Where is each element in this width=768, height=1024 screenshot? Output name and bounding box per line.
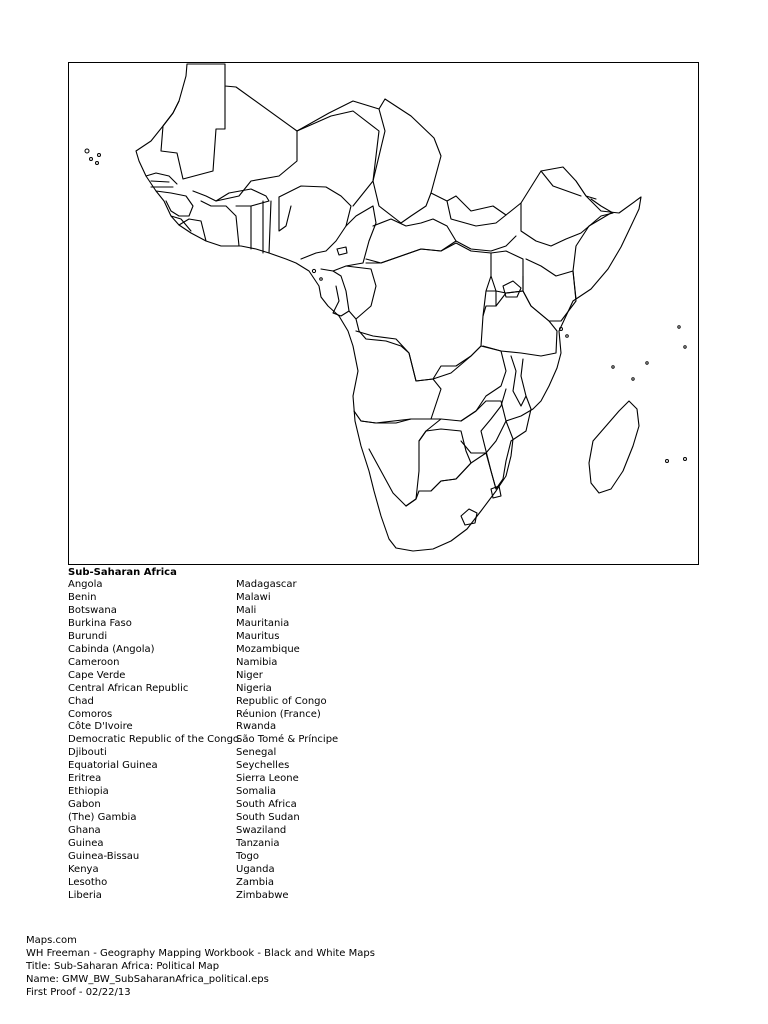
footer-credits — [26, 934, 375, 999]
reunion-island — [666, 460, 669, 463]
country-label: Seychelles — [236, 760, 290, 772]
border-ghana-togo-benin — [251, 197, 291, 253]
mauritius-island — [684, 458, 687, 461]
country-label: Malawi — [236, 591, 271, 603]
comoros-island — [566, 335, 569, 338]
country-label: Togo — [236, 851, 259, 863]
country-label: Angola — [68, 579, 103, 590]
border-sierra-leone-liberia — [171, 216, 206, 241]
border-botswana — [419, 429, 471, 491]
border-mauritania — [161, 86, 225, 179]
country-label: Rwanda — [236, 721, 277, 733]
border-ethiopia — [521, 199, 613, 246]
country-label: Eritrea — [68, 773, 102, 785]
country-label: Zambia — [236, 876, 274, 888]
country-label: Guinea-Bissau — [68, 851, 140, 863]
country-label: Gabon — [68, 799, 101, 811]
cape-verde-island — [85, 149, 89, 153]
border-tanzania — [483, 291, 557, 356]
border-namibia — [361, 419, 441, 506]
country-label: Niger — [236, 669, 263, 681]
footer-line: Title: Sub-Saharan Africa: Political Map — [26, 961, 220, 973]
cape-verde-island — [96, 162, 99, 165]
legend-column-right — [236, 579, 338, 903]
cape-verde-island — [90, 158, 93, 161]
country-label: Mauritania — [236, 617, 290, 629]
seychelles-island — [646, 362, 648, 364]
country-label: Côte D'Ivoire — [68, 721, 133, 733]
country-label: Cameroon — [68, 656, 120, 668]
country-label: Equatorial Guinea — [68, 760, 158, 772]
country-label: Democratic Republic of the Congo — [68, 734, 240, 746]
footer-line: Maps.com — [26, 935, 77, 946]
country-label: Kenya — [68, 863, 99, 875]
border-niger-chad — [297, 111, 379, 206]
lake-chad — [337, 247, 347, 255]
border-cote-divoire — [201, 201, 239, 246]
border-drc — [356, 243, 491, 381]
sao-tome-island — [320, 278, 323, 281]
country-label: Mauritus — [236, 630, 280, 642]
country-label: South Africa — [236, 799, 297, 811]
border-uganda — [491, 251, 523, 293]
islands — [85, 149, 687, 463]
country-label: Burkina Faso — [68, 617, 132, 629]
country-label: São Tomé & Príncipe — [236, 734, 339, 746]
country-label: Madagascar — [236, 579, 297, 590]
border-car — [366, 219, 456, 263]
legend-column-left — [68, 579, 239, 903]
country-label: Réunion (France) — [236, 708, 321, 720]
seychelles-island — [632, 378, 634, 380]
country-label: (The) Gambia — [68, 812, 137, 824]
country-label: Burundi — [68, 630, 108, 642]
country-label: Chad — [68, 695, 94, 707]
country-label: Djibouti — [68, 747, 107, 759]
border-somalia — [573, 213, 611, 299]
madagascar-outline — [589, 401, 639, 493]
country-label: Uganda — [236, 863, 275, 875]
continent-outline — [136, 64, 641, 551]
country-label: Nigeria — [236, 682, 272, 694]
country-label: Republic of Congo — [236, 695, 327, 707]
map-frame — [68, 62, 699, 565]
footer-line: First Proof - 02/22/13 — [26, 987, 131, 999]
legend-title: Sub-Saharan Africa — [68, 567, 177, 578]
footer-line: WH Freeman - Geography Mapping Workbook - Black and White Maps — [26, 948, 375, 960]
border-lesotho — [461, 509, 477, 525]
country-label: Ghana — [68, 825, 101, 837]
lake-victoria — [503, 281, 521, 297]
country-label: Zimbabwe — [236, 889, 289, 901]
country-label: Guinea — [68, 838, 104, 850]
country-label: South Sudan — [236, 812, 300, 824]
country-label: Mozambique — [236, 643, 300, 655]
country-label: Cape Verde — [68, 669, 126, 681]
border-kenya — [523, 259, 576, 321]
country-label: Ethiopia — [68, 786, 109, 798]
country-label: Swaziland — [236, 825, 287, 837]
border-guinea — [156, 191, 193, 216]
border-senegal-gambia — [146, 173, 177, 187]
border-malawi — [511, 356, 526, 406]
footer-line: Name: GMW_BW_SubSaharanAfrica_political.eps — [26, 974, 269, 986]
sao-tome-island — [312, 269, 315, 272]
country-label: Benin — [68, 591, 97, 603]
country-label: Comoros — [68, 708, 113, 720]
country-label: Tanzania — [236, 838, 280, 850]
border-gabon-congo — [333, 266, 376, 319]
country-label: Senegal — [236, 747, 277, 759]
country-label: Somalia — [236, 786, 277, 798]
country-label: Namibia — [236, 656, 278, 668]
cape-verde-island — [98, 154, 101, 157]
country-label: Cabinda (Angola) — [68, 643, 155, 655]
seychelles-island — [612, 366, 614, 368]
border-eritrea-djibouti — [541, 171, 596, 199]
country-label: Central African Republic — [68, 682, 189, 694]
country-label: Liberia — [68, 889, 102, 901]
country-label: Mali — [236, 604, 257, 616]
seychelles-island — [684, 346, 686, 348]
comoros-island — [560, 328, 563, 331]
country-label: Lesotho — [68, 876, 108, 888]
country-label: Botswana — [68, 604, 117, 616]
africa-map — [69, 63, 697, 563]
map-legend — [68, 566, 628, 901]
seychelles-island — [678, 326, 680, 328]
country-label: Sierra Leone — [236, 773, 299, 785]
